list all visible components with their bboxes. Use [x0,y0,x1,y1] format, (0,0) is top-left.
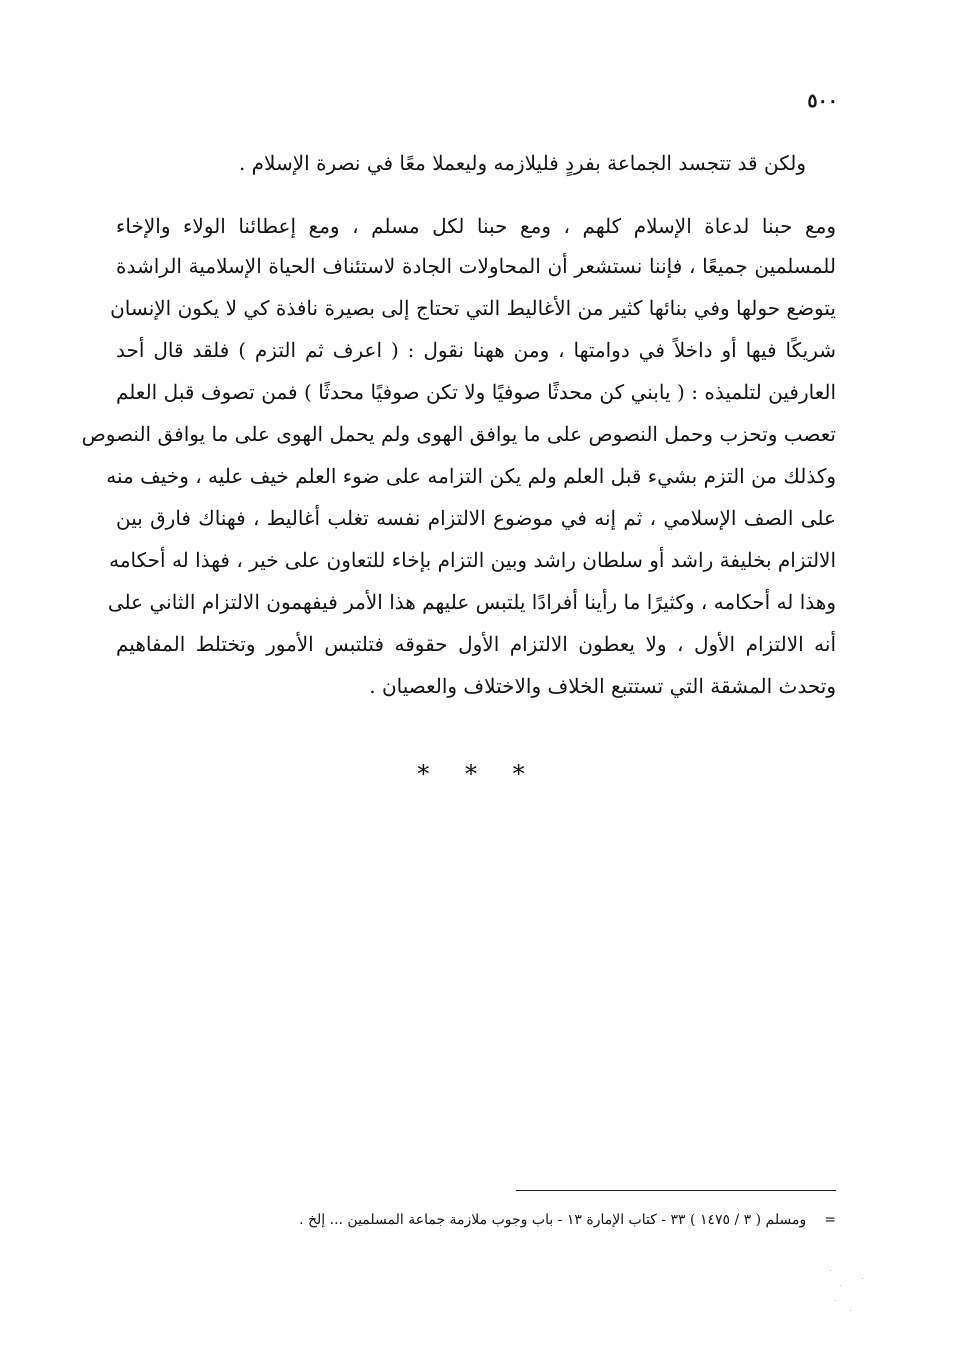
paragraph-2-line-6: تعصب وتحزب وحمل النصوص على ما يوافق الهوى ولم يحمل الهوى على ما يوافق النصوص [81,422,836,446]
scan-speck [835,1300,836,1301]
scan-speck [830,1270,831,1271]
paragraph-1-line-1: ولكن قد تتجسد الجماعة بفردٍ فليلازمه وليعملا معًا في نصرة الإسلام . [238,151,806,175]
paragraph-2-line-2: للمسلمين جميعًا ، فإننا نستشعر أن المحاولات الجادة لاستئناف الحياة الإسلامية الراشدة [116,254,836,278]
paragraph-2-line-12: وتحدث المشقة التي تستتبع الخلاف والاختلاف والعصيان . [369,674,836,698]
footnote-marker: = [824,1212,836,1228]
paragraph-2-line-11: أنه الالتزام الأول ، ولا يعطون الالتزام الأول حقوقه فتلتبس الأمور وتختلط المفاهيم [116,632,836,656]
paragraph-2-line-8: على الصف الإسلامي ، ثم إنه في موضوع الالتزام نفسه تغلب أغاليط ، فهناك فارق بين [116,506,836,530]
paragraph-2-line-3: يتوضع حولها وفي بنائها كثير من الأغاليط التي تحتاج إلى بصيرة نافذة كي لا يكون الإنسان [110,296,836,320]
scan-speck [840,1285,841,1286]
footnote-text: ومسلم ( ٣ / ١٤٧٥ ) ٣٣ - كتاب الإمارة ١٣ - باب وجوب ملازمة جماعة المسلمين ... إلخ . [299,1212,807,1228]
paragraph-2-line-7: وكذلك من التزم بشيء قبل العلم ولم يكن التزامه على ضوء العلم خيف عليه ، وخيف منه [106,464,836,488]
footnote [116,1208,836,1232]
section-separator: * * * [417,760,539,788]
paragraph-2-line-4: شريكًا فيها أو داخلاً في دوامتها ، ومن ههنا نقول : ( اعرف ثم التزم ) فلقد قال أحد [116,338,836,362]
main-text [81,143,836,743]
scan-speck [850,1310,851,1311]
paragraph-2-line-5: العارفين لتلميذه : ( يابني كن محدثًا صوفيًا ولا تكن صوفيًا محدثًا ) فمن تصوف قبل العلم [116,380,836,404]
footnote-rule [516,1190,836,1191]
paragraph-2-line-9: الالتزام بخليفة راشد أو سلطان راشد وبين التزام بإخاء للتعاون على خير ، فهذا له أحكامه [109,548,836,572]
paragraph-2-line-1: ومع حبنا لدعاة الإسلام كلهم ، ومع حبنا لكل مسلم ، ومع إعطائنا الولاء والإخاء [116,214,836,238]
scan-speck [862,1278,863,1279]
paragraph-2-line-10: وهذا له أحكامه ، وكثيرًا ما رأينا أفرادًا يلتبس عليهم هذا الأمر فيفهمون الالتزام الثاني على [107,590,836,614]
page-number: ٥٠٠ [807,90,838,112]
